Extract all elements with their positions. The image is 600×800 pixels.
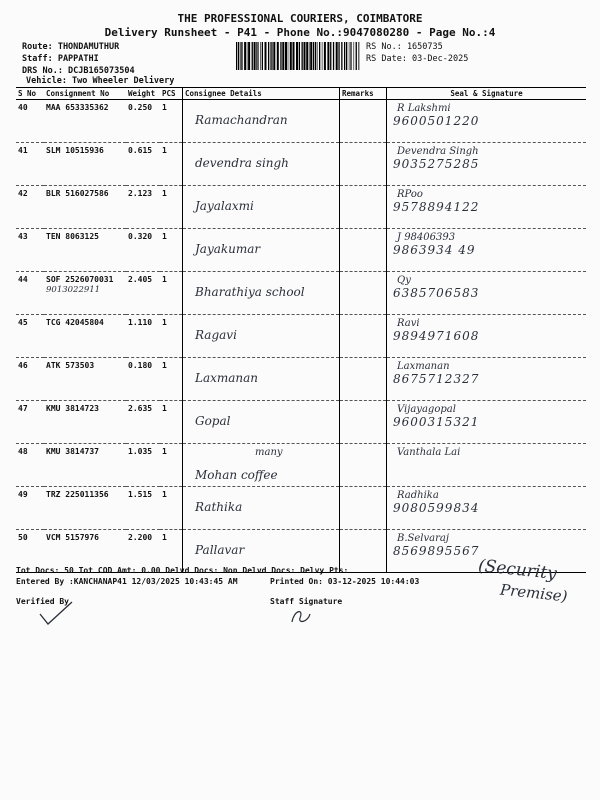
rs-number: RS No.: 1650735	[366, 42, 443, 52]
col-sno: S No	[16, 88, 44, 100]
consignee-name: Ramachandran	[195, 113, 288, 127]
consignee-name: Laxmanan	[195, 371, 259, 385]
consignment-number: SLM 10515936	[46, 146, 104, 155]
cell-remarks	[340, 143, 387, 186]
consignee-phone: 9080599834	[393, 501, 480, 515]
consignee-name: Ragavi	[195, 328, 237, 342]
handwritten-note: 9013022911	[46, 285, 101, 295]
table-header	[16, 88, 586, 100]
cell-consignee	[183, 229, 340, 272]
cell-sno: 45	[16, 315, 44, 358]
table-row	[16, 272, 586, 315]
staff-signature-mark	[286, 604, 316, 628]
cell-pcs: 1	[160, 487, 183, 530]
cell-weight: 2.405	[126, 272, 160, 315]
consignee-phone: 9600315321	[393, 415, 480, 429]
rs-date: RS Date: 03-Dec-2025	[366, 54, 469, 64]
consignee-signature: Qy	[397, 275, 411, 286]
consignee-name: Gopal	[195, 414, 231, 428]
cell-consignment	[44, 444, 126, 487]
cell-consignee	[183, 100, 340, 143]
cell-sno: 46	[16, 358, 44, 401]
consignee-signature: Ravi	[397, 318, 420, 329]
staff-label: Staff: PAPPATHI	[22, 54, 99, 64]
cell-signature	[387, 229, 587, 272]
col-weight: Weight	[126, 88, 160, 100]
cell-consignment	[44, 401, 126, 444]
consignment-number: MAA 653335362	[46, 103, 109, 112]
table-row	[16, 100, 586, 143]
company-title: THE PROFESSIONAL COURIERS, COIMBATORE	[177, 12, 423, 25]
col-consignment: Consignment No	[44, 88, 126, 100]
cell-signature	[387, 315, 587, 358]
cell-remarks	[340, 487, 387, 530]
cell-sno: 44	[16, 272, 44, 315]
cell-signature	[387, 358, 587, 401]
cell-consignment	[44, 143, 126, 186]
consignee-name: Pallavar	[195, 543, 245, 557]
cell-pcs: 1	[160, 315, 183, 358]
cell-pcs: 1	[160, 143, 183, 186]
cell-signature	[387, 401, 587, 444]
cell-sno: 43	[16, 229, 44, 272]
cell-sno: 42	[16, 186, 44, 229]
consignee-signature: B.Selvaraj	[397, 533, 449, 544]
consignment-number: KMU 3814723	[46, 404, 99, 413]
cell-weight: 1.035	[126, 444, 160, 487]
consignment-number: TRZ 225011356	[46, 490, 109, 499]
cell-signature	[387, 143, 587, 186]
consignee-name: Rathika	[195, 500, 243, 514]
cell-sno: 47	[16, 401, 44, 444]
cell-consignment	[44, 186, 126, 229]
consignment-number: TEN 8063125	[46, 232, 99, 241]
cell-consignee	[183, 401, 340, 444]
cell-weight: 0.250	[126, 100, 160, 143]
printed-on: Printed On: 03-12-2025 10:44:03	[270, 577, 420, 586]
cell-consignee	[183, 358, 340, 401]
cell-signature	[387, 444, 587, 487]
entered-by: Entered By :KANCHANAP41 12/03/2025 10:43:45 AM	[16, 577, 238, 586]
cell-remarks	[340, 444, 387, 487]
consignee-phone: 9600501220	[393, 114, 480, 128]
cell-weight: 1.110	[126, 315, 160, 358]
cell-pcs: 1	[160, 358, 183, 401]
table-row	[16, 315, 586, 358]
cell-sno: 40	[16, 100, 44, 143]
runsheet-subtitle: Delivery Runsheet - P41 - Phone No.:9047080280 - Page No.:4	[104, 26, 496, 39]
cell-remarks	[340, 358, 387, 401]
cell-weight: 2.200	[126, 530, 160, 573]
cell-consignment	[44, 315, 126, 358]
cell-weight: 2.123	[126, 186, 160, 229]
cell-pcs: 1	[160, 401, 183, 444]
consignee-name: devendra singh	[195, 156, 289, 170]
cell-sno: 50	[16, 530, 44, 573]
table-row	[16, 401, 586, 444]
consignee-signature: J 98406393	[397, 232, 456, 243]
consignee-signature: Laxmanan	[397, 361, 450, 372]
handwritten-note: many	[255, 447, 283, 458]
consignee-signature: Radhika	[397, 490, 439, 501]
cell-signature	[387, 272, 587, 315]
cell-pcs: 1	[160, 186, 183, 229]
consignee-phone: 8675712327	[393, 372, 480, 386]
consignment-number: TCG 42045804	[46, 318, 104, 327]
cell-consignment	[44, 100, 126, 143]
cell-consignee	[183, 487, 340, 530]
consignment-number: KMU 3814737	[46, 447, 99, 456]
barcode-icon	[236, 42, 360, 70]
consignee-phone: 8569895567	[393, 544, 480, 558]
cell-pcs: 1	[160, 530, 183, 573]
col-consignee: Consignee Details	[183, 88, 340, 100]
cell-weight: 1.515	[126, 487, 160, 530]
consignee-name: Bharathiya school	[195, 285, 305, 299]
cell-pcs: 1	[160, 229, 183, 272]
col-remarks: Remarks	[340, 88, 387, 100]
consignment-number: VCM 5157976	[46, 533, 99, 542]
consignee-phone: 9863934 49	[393, 243, 476, 257]
consignee-signature: Vanthala Lai	[397, 447, 461, 458]
table-row	[16, 186, 586, 229]
consignee-name: Jayakumar	[195, 242, 261, 256]
cell-consignment	[44, 487, 126, 530]
cell-pcs: 1	[160, 444, 183, 487]
cell-consignee	[183, 143, 340, 186]
cell-signature	[387, 186, 587, 229]
cell-consignee	[183, 272, 340, 315]
consignee-phone: 6385706583	[393, 286, 480, 300]
stamp-premise: Premise)	[499, 580, 569, 606]
table-row	[16, 487, 586, 530]
cell-sno: 41	[16, 143, 44, 186]
cell-weight: 0.320	[126, 229, 160, 272]
consignee-name: Jayalaxmi	[195, 199, 254, 213]
cell-weight: 0.615	[126, 143, 160, 186]
cell-signature	[387, 100, 587, 143]
cell-remarks	[340, 229, 387, 272]
table-row	[16, 143, 586, 186]
vehicle-label: Vehicle: Two Wheeler Delivery	[26, 76, 175, 86]
consignee-signature: Devendra Singh	[397, 146, 479, 157]
cell-weight: 0.180	[126, 358, 160, 401]
route-label: Route: THONDAMUTHUR	[22, 42, 120, 52]
consignment-number: SOF 2526070031	[46, 275, 114, 284]
table-row	[16, 358, 586, 401]
cell-remarks	[340, 401, 387, 444]
table-row	[16, 229, 586, 272]
consignee-phone: 9578894122	[393, 200, 480, 214]
cell-consignee	[183, 186, 340, 229]
consignee-signature: RPoo	[397, 189, 423, 200]
cell-remarks	[340, 315, 387, 358]
col-pcs: PCS	[160, 88, 183, 100]
cell-consignee	[183, 315, 340, 358]
consignee-phone: 9894971608	[393, 329, 480, 343]
cell-signature	[387, 487, 587, 530]
verified-by-label: Verified By	[16, 597, 69, 606]
cell-consignment	[44, 358, 126, 401]
cell-consignment	[44, 229, 126, 272]
delivery-table	[16, 87, 586, 573]
staff-signature-label: Staff Signature	[270, 597, 343, 606]
cell-consignee	[183, 444, 340, 487]
drs-number: DRS No.: DCJB165073504	[22, 66, 135, 76]
consignment-number: BLR 516027586	[46, 189, 109, 198]
cell-consignment	[44, 272, 126, 315]
consignee-phone: 9035275285	[393, 157, 480, 171]
consignment-number: ATK 573503	[46, 361, 95, 370]
cell-pcs: 1	[160, 100, 183, 143]
consignee-signature: R Lakshmi	[397, 103, 451, 114]
consignee-signature: Vijayagopal	[397, 404, 456, 415]
consignee-name: Mohan coffee	[195, 468, 278, 482]
verified-check-mark	[36, 600, 76, 628]
cell-remarks	[340, 272, 387, 315]
cell-pcs: 1	[160, 272, 183, 315]
cell-sno: 49	[16, 487, 44, 530]
table-row	[16, 444, 586, 487]
stamp-security: (Security	[477, 555, 558, 585]
totals-line: Tot Docs: 50 Tot COD Amt: 0.00 Delvd Docs: Non Delvd Docs: Delvy Pts:	[16, 566, 349, 575]
cell-remarks	[340, 186, 387, 229]
cell-sno: 48	[16, 444, 44, 487]
cell-weight: 2.635	[126, 401, 160, 444]
cell-remarks	[340, 100, 387, 143]
col-signature: Seal & Signature	[387, 88, 587, 100]
